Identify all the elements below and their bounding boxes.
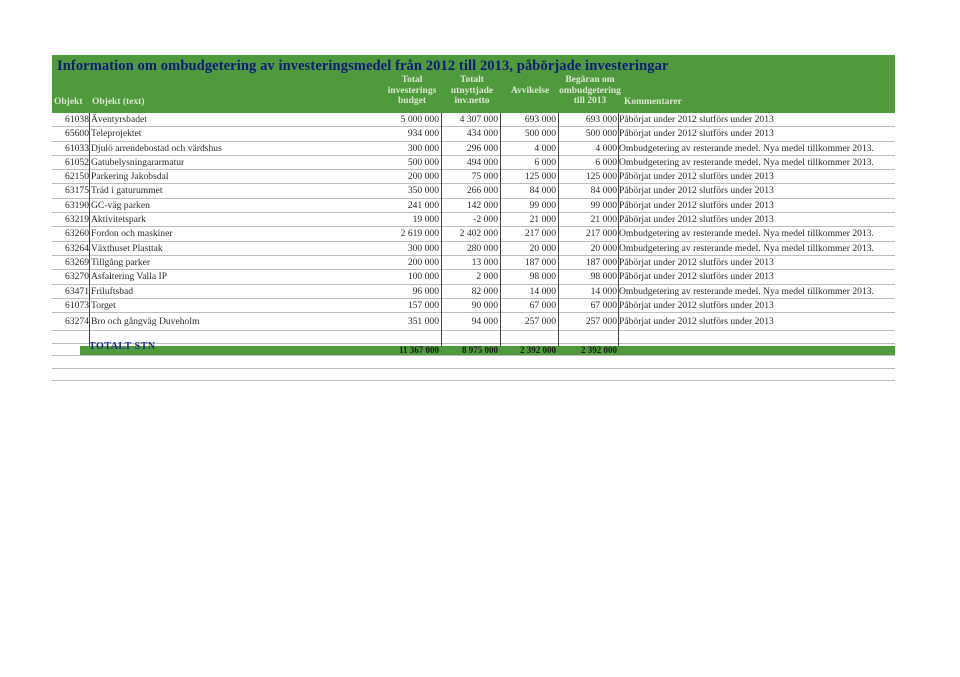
cell-avvikelse: 84 000 (529, 185, 556, 197)
table-row (52, 199, 895, 213)
cell-budget: 241 000 (407, 199, 439, 211)
cell-objekt-text: Fordon och maskiner (91, 228, 173, 240)
cell-avvikelse: 98 000 (529, 271, 556, 283)
table-row (52, 170, 895, 184)
col-avvikelse: Avvikelse (510, 86, 550, 96)
cell-kommentar: Påbörjat under 2012 slutförs under 2013 (619, 114, 774, 125)
cell-kommentar: Ombudgetering av resterande medel. Nya medel tillkommer 2013. (619, 156, 874, 168)
cell-begaran: 14 000 (590, 285, 617, 297)
cell-utnyttjade: 2 000 (476, 271, 498, 283)
grid-line (558, 113, 559, 346)
cell-kommentar: Ombudgetering av resterande medel. Nya medel tillkommer 2013. (619, 228, 874, 240)
grid-line (500, 113, 501, 346)
cell-objekt-text: Tillgång parker (91, 256, 151, 268)
cell-avvikelse: 67 000 (529, 299, 556, 311)
table-body (52, 113, 895, 381)
cell-avvikelse: 99 000 (529, 199, 556, 211)
cell-utnyttjade: 82 000 (471, 285, 498, 297)
total-budget: 11 367 000 (398, 345, 439, 355)
cell-utnyttjade: 266 000 (466, 185, 498, 197)
cell-kommentar: Påbörjat under 2012 slutförs under 2013 (619, 256, 774, 268)
cell-begaran: 257 000 (585, 316, 617, 328)
cell-utnyttjade: 280 000 (466, 242, 498, 254)
cell-avvikelse: 20 000 (529, 242, 556, 254)
cell-budget: 5 000 000 (400, 114, 439, 125)
cell-begaran: 67 000 (590, 299, 617, 311)
cell-begaran: 98 000 (590, 271, 617, 283)
cell-avvikelse: 6 000 (534, 156, 556, 168)
col-budget: Total investerings budget (387, 75, 437, 106)
col-begaran: Begäran om ombudgetering till 2013 (559, 75, 621, 106)
cell-objekt: 63269 (65, 256, 89, 268)
total-avvikelse: 2 392 000 (520, 345, 556, 355)
cell-avvikelse: 4 000 (534, 142, 556, 154)
cell-objekt: 63274 (65, 316, 89, 328)
cell-budget: 350 000 (407, 185, 439, 197)
cell-objekt: 63219 (65, 214, 89, 226)
cell-objekt: 62150 (65, 171, 89, 183)
cell-begaran: 21 000 (590, 214, 617, 226)
table-row (52, 285, 895, 299)
cell-begaran: 20 000 (590, 242, 617, 254)
cell-budget: 157 000 (407, 299, 439, 311)
cell-budget: 96 000 (412, 285, 439, 297)
cell-begaran: 99 000 (590, 199, 617, 211)
cell-kommentar: Påbörjat under 2012 slutförs under 2013 (619, 299, 774, 311)
cell-objekt: 63190 (65, 199, 89, 211)
cell-objekt-text: Torget (91, 299, 116, 311)
cell-objekt: 63264 (65, 242, 89, 254)
cell-objekt: 63270 (65, 271, 89, 283)
cell-utnyttjade: -2 000 (473, 214, 498, 226)
cell-objekt-text: Aktivitetspark (91, 214, 146, 226)
cell-objekt: 61038 (65, 114, 89, 125)
cell-utnyttjade: 296 000 (466, 142, 498, 154)
table-row (52, 270, 895, 284)
cell-utnyttjade: 142 000 (466, 199, 498, 211)
cell-kommentar: Påbörjat under 2012 slutförs under 2013 (619, 271, 774, 283)
cell-kommentar: Påbörjat under 2012 slutförs under 2013 (619, 185, 774, 197)
cell-avvikelse: 693 000 (524, 114, 556, 125)
cell-budget: 500 000 (407, 156, 439, 168)
cell-kommentar: Ombudgetering av resterande medel. Nya medel tillkommer 2013. (619, 142, 874, 154)
col-kommentarer: Kommentarer (624, 97, 682, 107)
spreadsheet (52, 55, 895, 360)
total-label: TOTALT STN (89, 341, 156, 352)
cell-begaran: 125 000 (585, 171, 617, 183)
cell-begaran: 84 000 (590, 185, 617, 197)
empty-row (52, 331, 895, 344)
header-band (52, 55, 895, 113)
cell-utnyttjade: 94 000 (471, 316, 498, 328)
cell-objekt-text: Bro och gångväg Duveholm (91, 316, 200, 328)
cell-budget: 19 000 (412, 214, 439, 226)
cell-kommentar: Påbörjat under 2012 slutförs under 2013 (619, 199, 774, 211)
table-row (52, 242, 895, 256)
table-row (52, 156, 895, 170)
cell-budget: 934 000 (407, 128, 439, 140)
cell-kommentar: Påbörjat under 2012 slutförs under 2013 (619, 171, 774, 183)
cell-kommentar: Påbörjat under 2012 slutförs under 2013 (619, 214, 774, 226)
cell-kommentar: Ombudgetering av resterande medel. Nya medel tillkommer 2013. (619, 285, 874, 297)
col-objekt-text: Objekt (text) (92, 97, 145, 107)
cell-utnyttjade: 90 000 (471, 299, 498, 311)
cell-objekt-text: GC-väg parken (91, 199, 150, 211)
col-objekt: Objekt (54, 97, 83, 107)
cell-avvikelse: 21 000 (529, 214, 556, 226)
table-row (52, 184, 895, 198)
cell-objekt-text: Träd i gaturummet (91, 185, 163, 197)
cell-utnyttjade: 75 000 (471, 171, 498, 183)
cell-objekt: 65600 (65, 128, 89, 140)
cell-objekt-text: Asfaltering Valla IP (91, 271, 168, 283)
cell-objekt-text: Teleprojektet (91, 128, 142, 140)
total-utnyttjade: 8 975 000 (462, 345, 498, 355)
cell-begaran: 187 000 (585, 256, 617, 268)
cell-avvikelse: 125 000 (524, 171, 556, 183)
cell-objekt-text: Friluftsbad (91, 285, 134, 297)
page-title: Information om ombudgetering av investeringsmedel från 2012 till 2013, påbörjade investeringar (57, 58, 669, 74)
table-row (52, 213, 895, 227)
empty-row (52, 356, 895, 369)
grid-line (89, 113, 90, 346)
cell-utnyttjade: 13 000 (471, 256, 498, 268)
total-begaran: 2 392 000 (581, 345, 617, 355)
cell-avvikelse: 500 000 (524, 128, 556, 140)
cell-objekt: 61073 (65, 299, 89, 311)
table-row (52, 256, 895, 270)
cell-begaran: 6 000 (595, 156, 617, 168)
cell-begaran: 693 000 (585, 114, 617, 125)
cell-begaran: 500 000 (585, 128, 617, 140)
cell-budget: 200 000 (407, 256, 439, 268)
cell-utnyttjade: 4 307 000 (459, 114, 498, 125)
table-row (52, 113, 895, 127)
cell-objekt: 61052 (65, 156, 89, 168)
cell-budget: 100 000 (407, 271, 439, 283)
table-row (52, 313, 895, 331)
cell-budget: 2 619 000 (400, 228, 439, 240)
table-row (52, 142, 895, 156)
cell-objekt-text: Parkering Jakobsdal (91, 171, 169, 183)
cell-budget: 300 000 (407, 142, 439, 154)
cell-budget: 351 000 (407, 316, 439, 328)
cell-objekt-text: Växthuset Plasttak (91, 242, 163, 254)
cell-budget: 300 000 (407, 242, 439, 254)
col-utnyttjade: Totalt utnyttjade inv.netto (450, 75, 494, 106)
cell-objekt-text: Äventyrsbadet (91, 114, 147, 125)
cell-objekt: 63175 (65, 185, 89, 197)
table-row (52, 227, 895, 241)
table-row (52, 299, 895, 313)
cell-begaran: 217 000 (585, 228, 617, 240)
cell-avvikelse: 257 000 (524, 316, 556, 328)
grid-line (618, 113, 619, 346)
cell-objekt-text: Djulö arrendebostad och värdshus (91, 142, 222, 154)
cell-budget: 200 000 (407, 171, 439, 183)
cell-kommentar: Påbörjat under 2012 slutförs under 2013 (619, 316, 774, 328)
cell-utnyttjade: 434 000 (466, 128, 498, 140)
cell-avvikelse: 217 000 (524, 228, 556, 240)
empty-row (52, 369, 895, 382)
cell-avvikelse: 14 000 (529, 285, 556, 297)
cell-objekt: 61033 (65, 142, 89, 154)
cell-kommentar: Påbörjat under 2012 slutförs under 2013 (619, 128, 774, 140)
cell-begaran: 4 000 (595, 142, 617, 154)
cell-objekt-text: Gatubelysningararmatur (91, 156, 185, 168)
cell-kommentar: Ombudgetering av resterande medel. Nya medel tillkommer 2013. (619, 242, 874, 254)
cell-objekt: 63471 (65, 285, 89, 297)
cell-utnyttjade: 494 000 (466, 156, 498, 168)
cell-avvikelse: 187 000 (524, 256, 556, 268)
table-row (52, 127, 895, 141)
cell-objekt: 63260 (65, 228, 89, 240)
cell-utnyttjade: 2 402 000 (459, 228, 498, 240)
grid-line (441, 113, 442, 346)
